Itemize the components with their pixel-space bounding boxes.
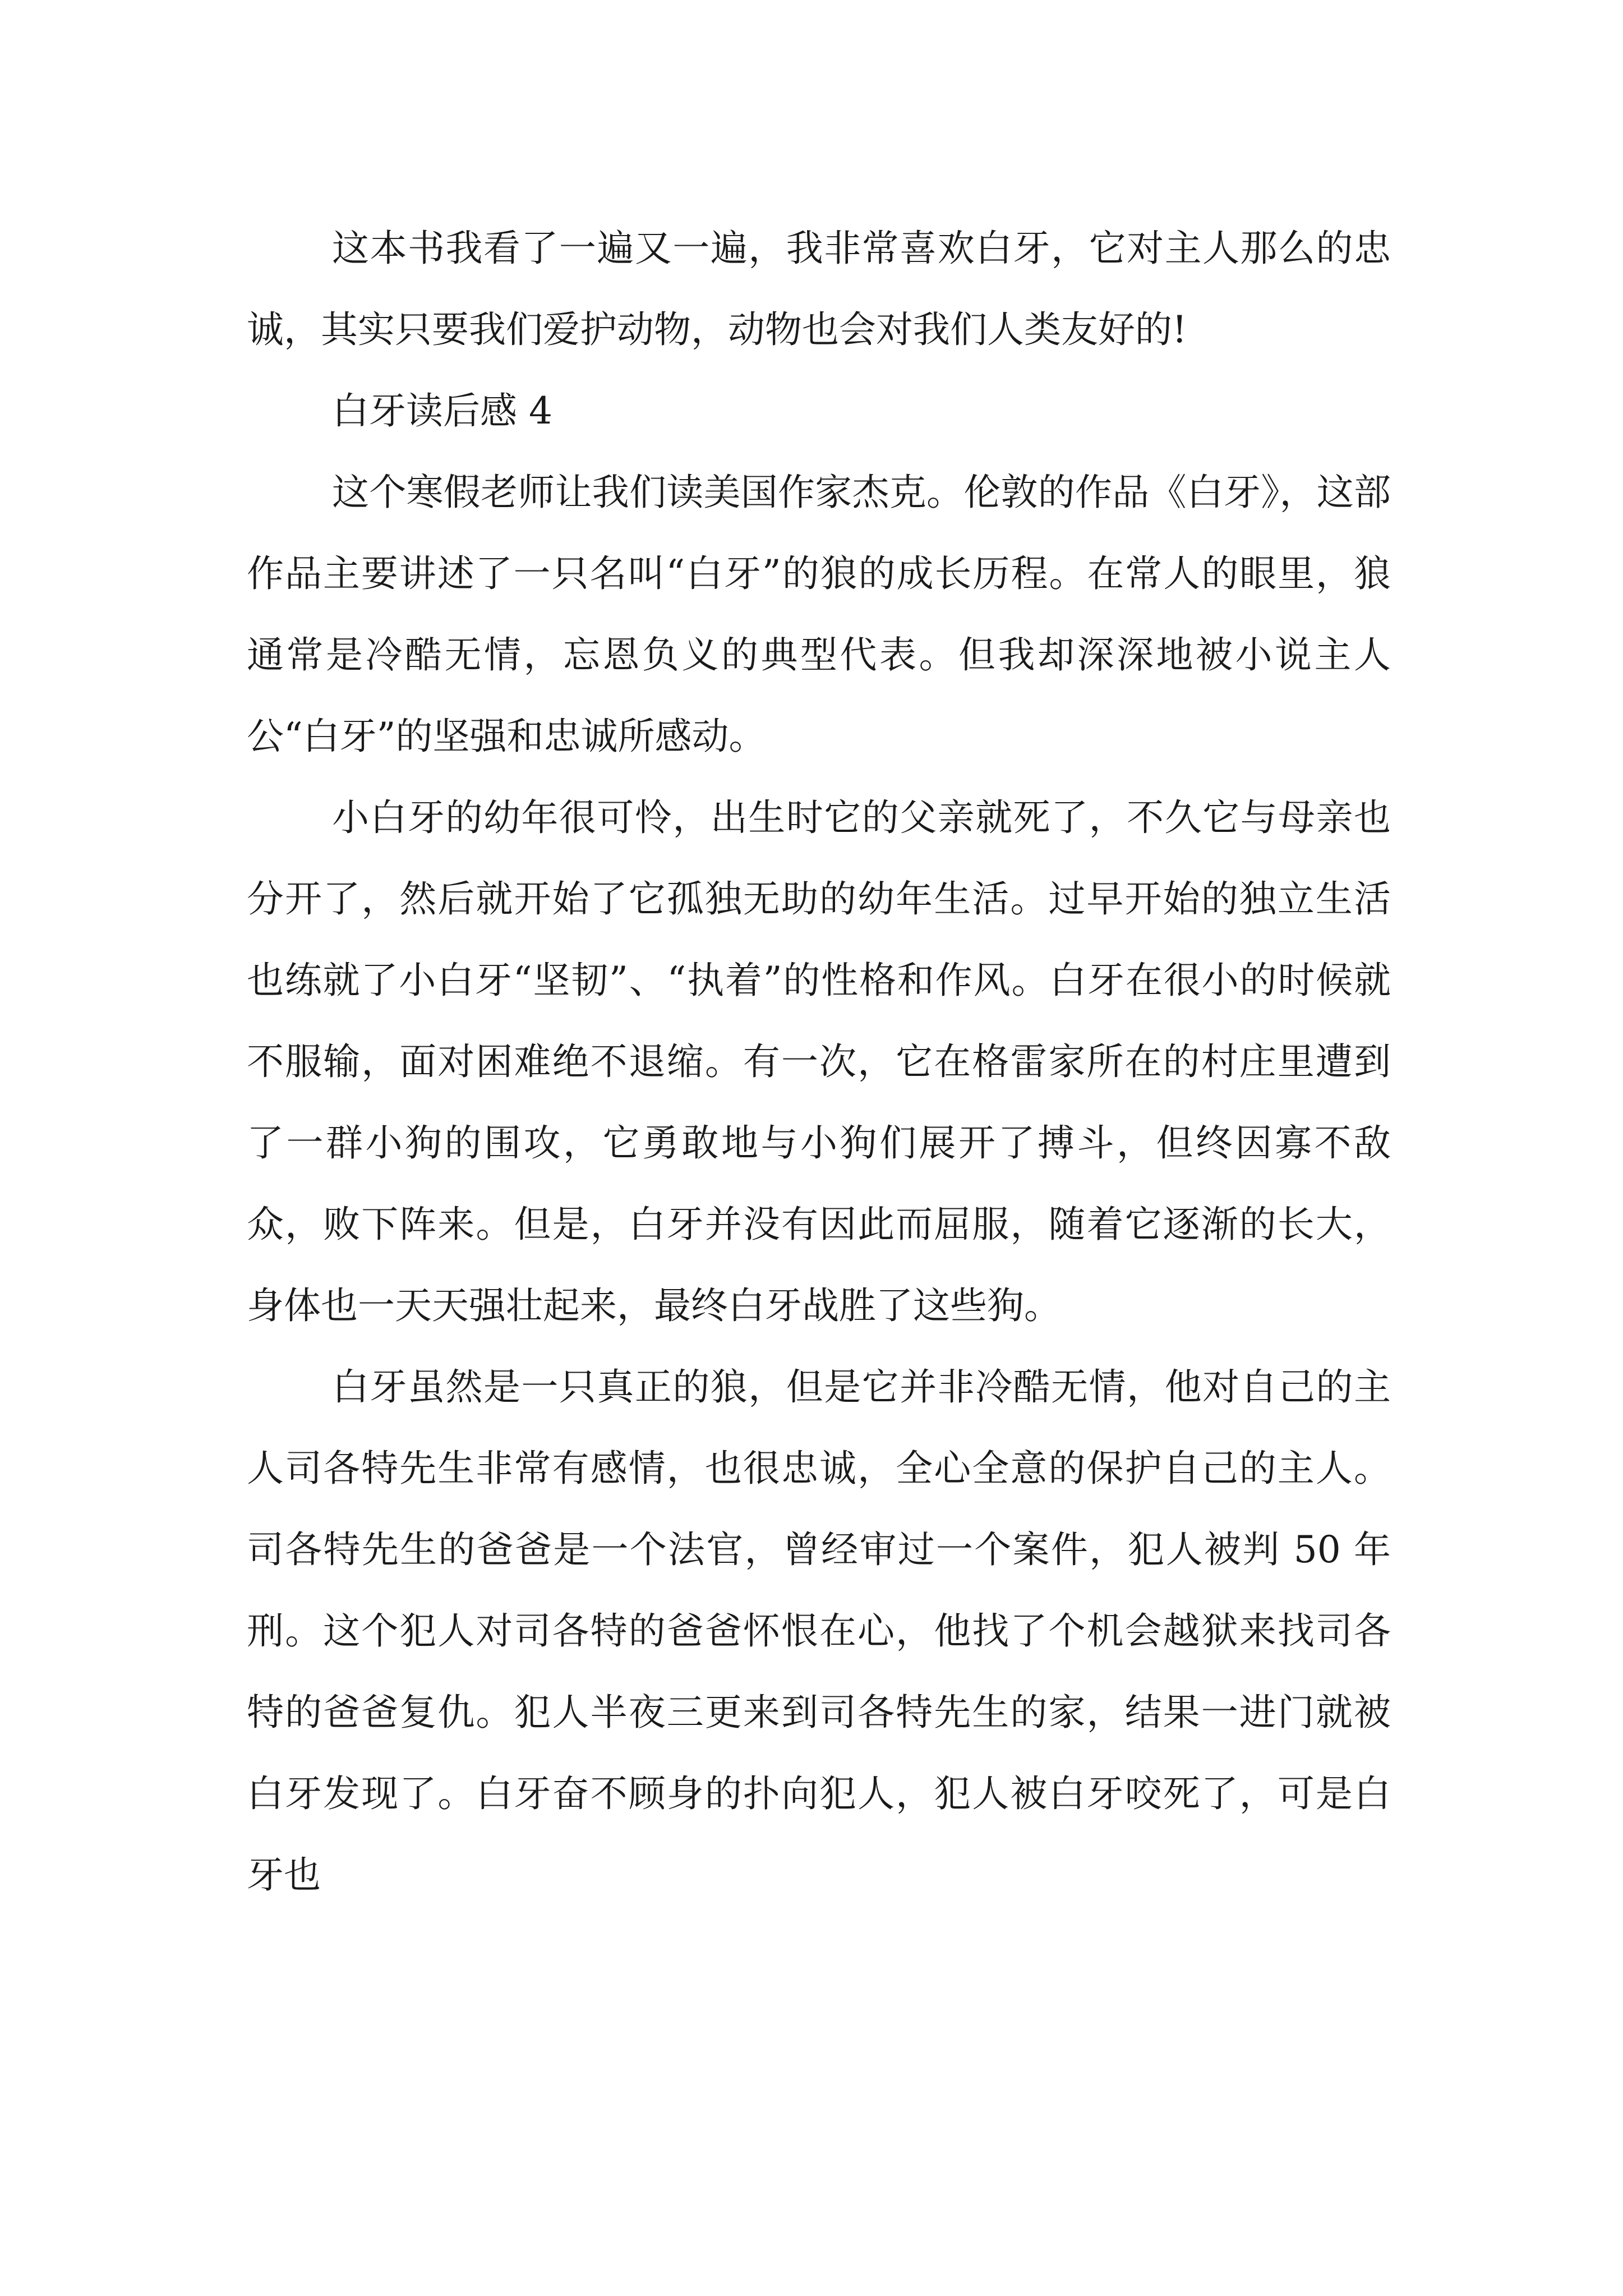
document-body — [247, 208, 1391, 1916]
paragraph-childhood: 小白牙的幼年很可怜，出生时它的父亲就死了，不久它与母亲也分开了，然后就开始了它孤独无助的幼年生活。过早开始的独立生活也练就了小白牙“坚韧”、“执着”的性格和作风。白牙在很小的时候就不服输，面对困难绝不退缩。有一次，它在格雷家所在的村庄里遭到了一群小狗的围攻，它勇敢地与小狗们展开了搏斗，但终因寡不敌众，败下阵来。但是，白牙并没有因此而屈服，随着它逐渐的长大，身体也一天天强壮起来，最终白牙战胜了这些狗。 — [247, 796, 1391, 1327]
section-heading: 白牙读后感 4 — [332, 389, 552, 432]
paragraph-loyalty-summary: 这本书我看了一遍又一遍，我非常喜欢白牙，它对主人那么的忠诚，其实只要我们爱护动物，动物也会对我们人类友好的! — [247, 227, 1391, 351]
paragraph-loyalty-story: 白牙虽然是一只真正的狼，但是它并非冷酷无情，他对自己的主人司各特先生非常有感情，也很忠诚，全心全意的保护自己的主人。司各特先生的爸爸是一个法官，曾经审过一个案件，犯人被判 50 年刑。这个犯人对司各特的爸爸怀恨在心，他找了个机会越狱来找司各特的爸爸复仇。犯人半夜三更来到司各特先生的家，结果一进门就被白牙发现了。白牙奋不顾身的扑向犯人，犯人被白牙咬死了，可是白牙也 — [247, 1365, 1391, 1897]
paragraph-introduction: 这个寒假老师让我们读美国作家杰克。伦敦的作品《白牙》，这部作品主要讲述了一只名叫“白牙”的狼的成长历程。在常人的眼里，狼通常是冷酷无情，忘恩负义的典型代表。但我却深深地被小说主人公“白牙”的坚强和忠诚所感动。 — [247, 471, 1391, 758]
